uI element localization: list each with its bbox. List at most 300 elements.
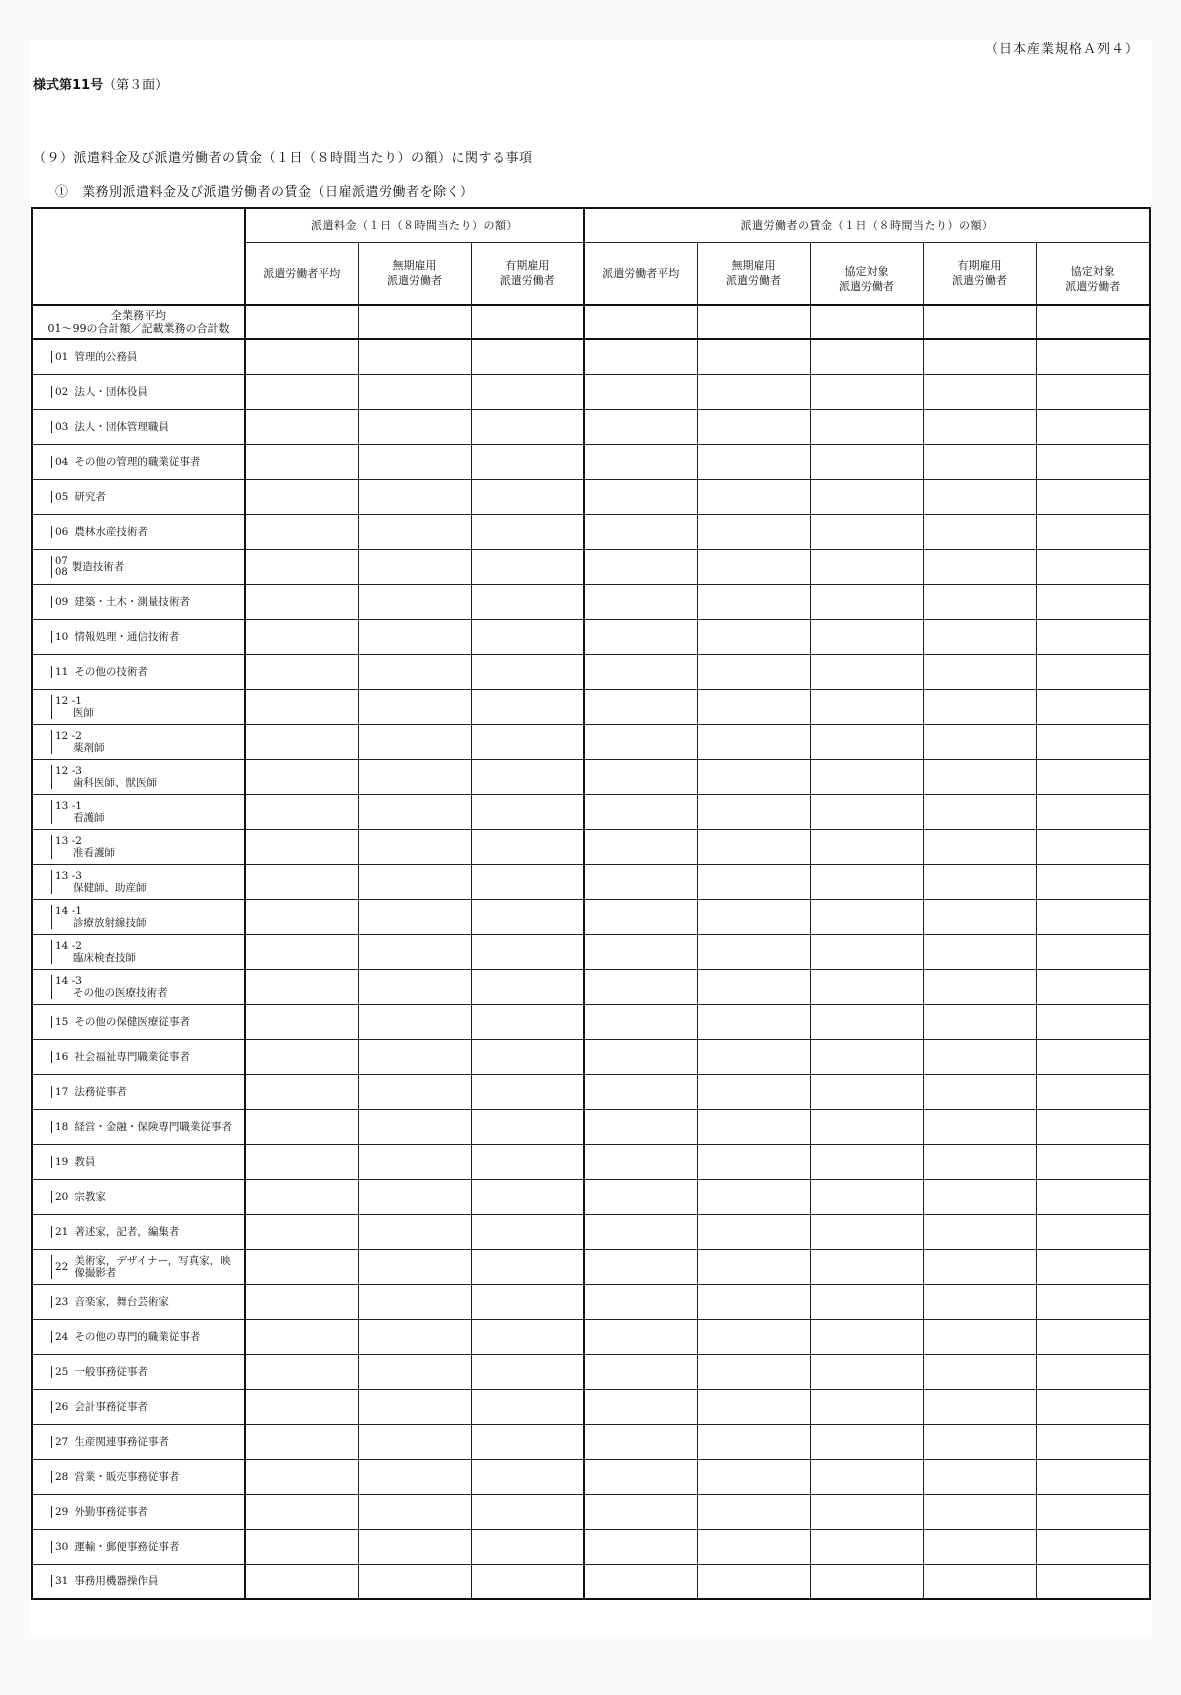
wage-fixed-agreement-input[interactable] bbox=[1036, 305, 1150, 339]
wage-fixed-input[interactable] bbox=[923, 724, 1036, 759]
wage-fixed-agreement-input[interactable] bbox=[1036, 689, 1150, 724]
fee-fixed-input[interactable] bbox=[471, 759, 584, 794]
wage-fixed-agreement-input[interactable] bbox=[1036, 1459, 1150, 1494]
fee-indefinite-input[interactable] bbox=[358, 724, 471, 759]
wage-indefinite-agreement-input[interactable] bbox=[810, 444, 923, 479]
wage-indefinite-input[interactable] bbox=[697, 584, 810, 619]
fee-indefinite-input[interactable] bbox=[358, 689, 471, 724]
fee-average-input[interactable] bbox=[245, 619, 358, 654]
wage-average-input[interactable] bbox=[584, 689, 697, 724]
fee-indefinite-input[interactable] bbox=[358, 1529, 471, 1564]
wage-indefinite-agreement-input[interactable] bbox=[810, 1564, 923, 1599]
fee-fixed-input[interactable] bbox=[471, 619, 584, 654]
wage-fixed-input[interactable] bbox=[923, 1354, 1036, 1389]
wage-fixed-input[interactable] bbox=[923, 1074, 1036, 1109]
wage-fixed-agreement-input[interactable] bbox=[1036, 654, 1150, 689]
fee-fixed-input[interactable] bbox=[471, 1039, 584, 1074]
wage-fixed-agreement-input[interactable] bbox=[1036, 1214, 1150, 1249]
fee-average-input[interactable] bbox=[245, 1459, 358, 1494]
wage-fixed-agreement-input[interactable] bbox=[1036, 1179, 1150, 1214]
fee-fixed-input[interactable] bbox=[471, 584, 584, 619]
fee-average-input[interactable] bbox=[245, 1214, 358, 1249]
wage-fixed-input[interactable] bbox=[923, 444, 1036, 479]
wage-average-input[interactable] bbox=[584, 899, 697, 934]
wage-fixed-input[interactable] bbox=[923, 864, 1036, 899]
wage-average-input[interactable] bbox=[584, 444, 697, 479]
wage-fixed-input[interactable] bbox=[923, 689, 1036, 724]
fee-average-input[interactable] bbox=[245, 1004, 358, 1039]
wage-indefinite-agreement-input[interactable] bbox=[810, 619, 923, 654]
wage-indefinite-input[interactable] bbox=[697, 829, 810, 864]
fee-fixed-input[interactable] bbox=[471, 654, 584, 689]
wage-fixed-input[interactable] bbox=[923, 1564, 1036, 1599]
wage-indefinite-agreement-input[interactable] bbox=[810, 1004, 923, 1039]
fee-fixed-input[interactable] bbox=[471, 1074, 584, 1109]
fee-average-input[interactable] bbox=[245, 1389, 358, 1424]
wage-indefinite-agreement-input[interactable] bbox=[810, 1214, 923, 1249]
fee-fixed-input[interactable] bbox=[471, 829, 584, 864]
wage-average-input[interactable] bbox=[584, 724, 697, 759]
wage-indefinite-agreement-input[interactable] bbox=[810, 864, 923, 899]
wage-average-input[interactable] bbox=[584, 1004, 697, 1039]
wage-indefinite-agreement-input[interactable] bbox=[810, 549, 923, 584]
fee-fixed-input[interactable] bbox=[471, 1319, 584, 1354]
wage-fixed-agreement-input[interactable] bbox=[1036, 514, 1150, 549]
wage-fixed-agreement-input[interactable] bbox=[1036, 584, 1150, 619]
fee-indefinite-input[interactable] bbox=[358, 444, 471, 479]
wage-average-input[interactable] bbox=[584, 1144, 697, 1179]
fee-indefinite-input[interactable] bbox=[358, 305, 471, 339]
wage-fixed-input[interactable] bbox=[923, 1494, 1036, 1529]
wage-average-input[interactable] bbox=[584, 969, 697, 1004]
fee-average-input[interactable] bbox=[245, 829, 358, 864]
wage-average-input[interactable] bbox=[584, 1389, 697, 1424]
wage-indefinite-agreement-input[interactable] bbox=[810, 794, 923, 829]
wage-indefinite-input[interactable] bbox=[697, 1459, 810, 1494]
wage-fixed-agreement-input[interactable] bbox=[1036, 374, 1150, 409]
fee-average-input[interactable] bbox=[245, 654, 358, 689]
fee-average-input[interactable] bbox=[245, 864, 358, 899]
wage-fixed-agreement-input[interactable] bbox=[1036, 619, 1150, 654]
wage-average-input[interactable] bbox=[584, 654, 697, 689]
fee-average-input[interactable] bbox=[245, 1284, 358, 1319]
fee-average-input[interactable] bbox=[245, 374, 358, 409]
wage-indefinite-input[interactable] bbox=[697, 374, 810, 409]
fee-indefinite-input[interactable] bbox=[358, 1284, 471, 1319]
wage-average-input[interactable] bbox=[584, 864, 697, 899]
wage-indefinite-agreement-input[interactable] bbox=[810, 339, 923, 374]
wage-fixed-agreement-input[interactable] bbox=[1036, 549, 1150, 584]
wage-average-input[interactable] bbox=[584, 1564, 697, 1599]
wage-indefinite-input[interactable] bbox=[697, 1144, 810, 1179]
wage-fixed-agreement-input[interactable] bbox=[1036, 969, 1150, 1004]
wage-average-input[interactable] bbox=[584, 1284, 697, 1319]
fee-indefinite-input[interactable] bbox=[358, 934, 471, 969]
wage-fixed-input[interactable] bbox=[923, 969, 1036, 1004]
fee-average-input[interactable] bbox=[245, 1144, 358, 1179]
fee-indefinite-input[interactable] bbox=[358, 339, 471, 374]
fee-fixed-input[interactable] bbox=[471, 1529, 584, 1564]
wage-indefinite-agreement-input[interactable] bbox=[810, 514, 923, 549]
fee-indefinite-input[interactable] bbox=[358, 374, 471, 409]
wage-average-input[interactable] bbox=[584, 1354, 697, 1389]
fee-indefinite-input[interactable] bbox=[358, 654, 471, 689]
wage-indefinite-agreement-input[interactable] bbox=[810, 1109, 923, 1144]
wage-indefinite-agreement-input[interactable] bbox=[810, 1284, 923, 1319]
wage-fixed-input[interactable] bbox=[923, 409, 1036, 444]
wage-indefinite-input[interactable] bbox=[697, 1494, 810, 1529]
fee-average-input[interactable] bbox=[245, 689, 358, 724]
fee-fixed-input[interactable] bbox=[471, 514, 584, 549]
fee-average-input[interactable] bbox=[245, 759, 358, 794]
wage-fixed-input[interactable] bbox=[923, 829, 1036, 864]
wage-fixed-agreement-input[interactable] bbox=[1036, 1564, 1150, 1599]
wage-fixed-agreement-input[interactable] bbox=[1036, 1389, 1150, 1424]
wage-average-input[interactable] bbox=[584, 1424, 697, 1459]
wage-fixed-agreement-input[interactable] bbox=[1036, 1424, 1150, 1459]
wage-fixed-input[interactable] bbox=[923, 1319, 1036, 1354]
wage-indefinite-agreement-input[interactable] bbox=[810, 1529, 923, 1564]
fee-fixed-input[interactable] bbox=[471, 549, 584, 584]
wage-average-input[interactable] bbox=[584, 305, 697, 339]
wage-indefinite-agreement-input[interactable] bbox=[810, 374, 923, 409]
wage-indefinite-agreement-input[interactable] bbox=[810, 654, 923, 689]
wage-fixed-input[interactable] bbox=[923, 1249, 1036, 1284]
fee-fixed-input[interactable] bbox=[471, 409, 584, 444]
fee-fixed-input[interactable] bbox=[471, 1179, 584, 1214]
wage-fixed-agreement-input[interactable] bbox=[1036, 1249, 1150, 1284]
fee-indefinite-input[interactable] bbox=[358, 584, 471, 619]
wage-average-input[interactable] bbox=[584, 1074, 697, 1109]
fee-average-input[interactable] bbox=[245, 409, 358, 444]
wage-fixed-agreement-input[interactable] bbox=[1036, 1354, 1150, 1389]
wage-fixed-input[interactable] bbox=[923, 1179, 1036, 1214]
wage-average-input[interactable] bbox=[584, 374, 697, 409]
wage-fixed-agreement-input[interactable] bbox=[1036, 1284, 1150, 1319]
wage-indefinite-input[interactable] bbox=[697, 1354, 810, 1389]
wage-indefinite-input[interactable] bbox=[697, 1389, 810, 1424]
wage-fixed-agreement-input[interactable] bbox=[1036, 864, 1150, 899]
wage-fixed-input[interactable] bbox=[923, 619, 1036, 654]
fee-col-indefinite-l2: 派遣労働者 bbox=[387, 274, 442, 288]
wage-fixed-input[interactable] bbox=[923, 934, 1036, 969]
fee-fixed-input[interactable] bbox=[471, 1494, 584, 1529]
wage-average-input[interactable] bbox=[584, 1494, 697, 1529]
wage-indefinite-agreement-input[interactable] bbox=[810, 1459, 923, 1494]
wage-fixed-agreement-input[interactable] bbox=[1036, 1004, 1150, 1039]
wage-indefinite-agreement-input[interactable] bbox=[810, 1494, 923, 1529]
fee-average-input[interactable] bbox=[245, 969, 358, 1004]
wage-indefinite-agreement-input[interactable] bbox=[810, 689, 923, 724]
wage-indefinite-agreement-input[interactable] bbox=[810, 1389, 923, 1424]
fee-average-input[interactable] bbox=[245, 1354, 358, 1389]
wage-fixed-input[interactable] bbox=[923, 654, 1036, 689]
wage-indefinite-input[interactable] bbox=[697, 1214, 810, 1249]
wage-indefinite-input[interactable] bbox=[697, 969, 810, 1004]
wage-fixed-input[interactable] bbox=[923, 305, 1036, 339]
wage-indefinite-input[interactable] bbox=[697, 479, 810, 514]
wage-indefinite-input[interactable] bbox=[697, 864, 810, 899]
wage-fixed-input[interactable] bbox=[923, 339, 1036, 374]
fee-indefinite-input[interactable] bbox=[358, 619, 471, 654]
wage-average-input[interactable] bbox=[584, 549, 697, 584]
fee-fixed-input[interactable] bbox=[471, 1564, 584, 1599]
wage-fixed-input[interactable] bbox=[923, 374, 1036, 409]
wage-fixed-input[interactable] bbox=[923, 1039, 1036, 1074]
fee-indefinite-input[interactable] bbox=[358, 969, 471, 1004]
wage-indefinite-input[interactable] bbox=[697, 1424, 810, 1459]
fee-indefinite-input[interactable] bbox=[358, 1564, 471, 1599]
wage-indefinite-agreement-input[interactable] bbox=[810, 479, 923, 514]
wage-fixed-input[interactable] bbox=[923, 794, 1036, 829]
wage-fixed-agreement-input[interactable] bbox=[1036, 444, 1150, 479]
fee-average-input[interactable] bbox=[245, 899, 358, 934]
wage-indefinite-input[interactable] bbox=[697, 1249, 810, 1284]
wage-fixed-input[interactable] bbox=[923, 1109, 1036, 1144]
wage-fixed-input[interactable] bbox=[923, 514, 1036, 549]
fee-average-input[interactable] bbox=[245, 305, 358, 339]
fee-indefinite-input[interactable] bbox=[358, 1074, 471, 1109]
fee-fixed-input[interactable] bbox=[471, 1109, 584, 1144]
wage-indefinite-agreement-input[interactable] bbox=[810, 409, 923, 444]
wage-indefinite-input[interactable] bbox=[697, 1319, 810, 1354]
fee-indefinite-input[interactable] bbox=[358, 899, 471, 934]
wage-fixed-agreement-input[interactable] bbox=[1036, 724, 1150, 759]
wage-indefinite-input[interactable] bbox=[697, 724, 810, 759]
fee-indefinite-input[interactable] bbox=[358, 759, 471, 794]
fee-average-input[interactable] bbox=[245, 1494, 358, 1529]
wage-indefinite-agreement-input[interactable] bbox=[810, 899, 923, 934]
fee-fixed-input[interactable] bbox=[471, 1389, 584, 1424]
fee-indefinite-input[interactable] bbox=[358, 1424, 471, 1459]
wage-fixed-agreement-input[interactable] bbox=[1036, 409, 1150, 444]
fee-indefinite-input[interactable] bbox=[358, 1319, 471, 1354]
wage-fixed-agreement-input[interactable] bbox=[1036, 1144, 1150, 1179]
fee-indefinite-input[interactable] bbox=[358, 409, 471, 444]
wage-average-input[interactable] bbox=[584, 409, 697, 444]
wage-indefinite-agreement-input[interactable] bbox=[810, 1144, 923, 1179]
wage-indefinite-input[interactable] bbox=[697, 549, 810, 584]
wage-average-input[interactable] bbox=[584, 514, 697, 549]
wage-indefinite-input[interactable] bbox=[697, 1074, 810, 1109]
wage-fixed-input[interactable] bbox=[923, 549, 1036, 584]
fee-indefinite-input[interactable] bbox=[358, 549, 471, 584]
wage-indefinite-input[interactable] bbox=[697, 1284, 810, 1319]
wage-indefinite-agreement-input[interactable] bbox=[810, 829, 923, 864]
fee-fixed-input[interactable] bbox=[471, 479, 584, 514]
wage-fixed-input[interactable] bbox=[923, 1144, 1036, 1179]
wage-fixed-agreement-input[interactable] bbox=[1036, 479, 1150, 514]
wage-fixed-agreement-input[interactable] bbox=[1036, 1494, 1150, 1529]
fee-average-input[interactable] bbox=[245, 1109, 358, 1144]
wage-fixed-input[interactable] bbox=[923, 1424, 1036, 1459]
wage-indefinite-agreement-input[interactable] bbox=[810, 1354, 923, 1389]
fee-fixed-input[interactable] bbox=[471, 374, 584, 409]
fee-average-input[interactable] bbox=[245, 724, 358, 759]
wage-fixed-input[interactable] bbox=[923, 899, 1036, 934]
wage-average-input[interactable] bbox=[584, 479, 697, 514]
fee-average-input[interactable] bbox=[245, 339, 358, 374]
wage-indefinite-agreement-input[interactable] bbox=[810, 969, 923, 1004]
occupation-code: 15 bbox=[55, 1015, 69, 1028]
fee-average-input[interactable] bbox=[245, 584, 358, 619]
wage-fixed-input[interactable] bbox=[923, 1284, 1036, 1319]
wage-fixed-agreement-input[interactable] bbox=[1036, 339, 1150, 374]
wage-average-input[interactable] bbox=[584, 759, 697, 794]
fee-average-input[interactable] bbox=[245, 1529, 358, 1564]
wage-indefinite-agreement-input[interactable] bbox=[810, 724, 923, 759]
wage-fixed-input[interactable] bbox=[923, 1529, 1036, 1564]
wage-fixed-agreement-input[interactable] bbox=[1036, 1074, 1150, 1109]
fee-fixed-input[interactable] bbox=[471, 1424, 584, 1459]
wage-indefinite-agreement-input[interactable] bbox=[810, 1179, 923, 1214]
fee-fixed-input[interactable] bbox=[471, 794, 584, 829]
fee-average-input[interactable] bbox=[245, 1319, 358, 1354]
fee-indefinite-input[interactable] bbox=[358, 829, 471, 864]
fee-indefinite-input[interactable] bbox=[358, 514, 471, 549]
fee-fixed-input[interactable] bbox=[471, 1004, 584, 1039]
wage-indefinite-input[interactable] bbox=[697, 934, 810, 969]
wage-fixed-input[interactable] bbox=[923, 1214, 1036, 1249]
fee-fixed-input[interactable] bbox=[471, 1249, 584, 1284]
fee-average-input[interactable] bbox=[245, 1564, 358, 1599]
wage-indefinite-input[interactable] bbox=[697, 899, 810, 934]
fee-average-input[interactable] bbox=[245, 1039, 358, 1074]
wage-average-input[interactable] bbox=[584, 584, 697, 619]
fee-average-input[interactable] bbox=[245, 1179, 358, 1214]
fee-average-input[interactable] bbox=[245, 934, 358, 969]
wage-average-input[interactable] bbox=[584, 829, 697, 864]
fee-indefinite-input[interactable] bbox=[358, 1249, 471, 1284]
wage-indefinite-agreement-input[interactable] bbox=[810, 584, 923, 619]
wage-fixed-agreement-input[interactable] bbox=[1036, 829, 1150, 864]
wage-indefinite-agreement-input[interactable] bbox=[810, 759, 923, 794]
fee-average-input[interactable] bbox=[245, 1074, 358, 1109]
wage-fixed-input[interactable] bbox=[923, 1459, 1036, 1494]
fee-indefinite-input[interactable] bbox=[358, 1389, 471, 1424]
wage-fixed-input[interactable] bbox=[923, 759, 1036, 794]
wage-fixed-agreement-input[interactable] bbox=[1036, 899, 1150, 934]
fee-fixed-input[interactable] bbox=[471, 969, 584, 1004]
fee-indefinite-input[interactable] bbox=[358, 1179, 471, 1214]
fee-indefinite-input[interactable] bbox=[358, 479, 471, 514]
wage-fixed-agreement-input[interactable] bbox=[1036, 1039, 1150, 1074]
wage-fixed-input[interactable] bbox=[923, 479, 1036, 514]
wage-fixed-input[interactable] bbox=[923, 584, 1036, 619]
wage-indefinite-input[interactable] bbox=[697, 619, 810, 654]
fee-indefinite-input[interactable] bbox=[358, 1459, 471, 1494]
wage-fixed-agreement-input[interactable] bbox=[1036, 1529, 1150, 1564]
fee-average-input[interactable] bbox=[245, 479, 358, 514]
fee-fixed-input[interactable] bbox=[471, 1214, 584, 1249]
wage-fixed-agreement-input[interactable] bbox=[1036, 1319, 1150, 1354]
wage-indefinite-input[interactable] bbox=[697, 1004, 810, 1039]
wage-average-input[interactable] bbox=[584, 1214, 697, 1249]
wage-average-input[interactable] bbox=[584, 794, 697, 829]
wage-indefinite-input[interactable] bbox=[697, 514, 810, 549]
fee-indefinite-input[interactable] bbox=[358, 1109, 471, 1144]
wage-average-input[interactable] bbox=[584, 1319, 697, 1354]
fee-fixed-input[interactable] bbox=[471, 1284, 584, 1319]
wage-indefinite-input[interactable] bbox=[697, 444, 810, 479]
wage-indefinite-input[interactable] bbox=[697, 794, 810, 829]
wage-col-indefinite-l1: 無期雇用 bbox=[731, 259, 776, 273]
wage-average-input[interactable] bbox=[584, 1039, 697, 1074]
wage-indefinite-input[interactable] bbox=[697, 339, 810, 374]
wage-fixed-agreement-input[interactable] bbox=[1036, 934, 1150, 969]
fee-indefinite-input[interactable] bbox=[358, 1494, 471, 1529]
wage-indefinite-agreement-input[interactable] bbox=[810, 1249, 923, 1284]
fee-fixed-input[interactable] bbox=[471, 934, 584, 969]
fee-average-input[interactable] bbox=[245, 549, 358, 584]
wage-indefinite-input[interactable] bbox=[697, 409, 810, 444]
wage-average-input[interactable] bbox=[584, 1459, 697, 1494]
fee-fixed-input[interactable] bbox=[471, 899, 584, 934]
wage-indefinite-input[interactable] bbox=[697, 759, 810, 794]
wage-average-input[interactable] bbox=[584, 1109, 697, 1144]
wage-indefinite-agreement-input[interactable] bbox=[810, 1319, 923, 1354]
wage-average-input[interactable] bbox=[584, 339, 697, 374]
wage-indefinite-input[interactable] bbox=[697, 1529, 810, 1564]
fee-fixed-input[interactable] bbox=[471, 864, 584, 899]
occupation-label bbox=[32, 1039, 245, 1074]
fee-fixed-input[interactable] bbox=[471, 339, 584, 374]
wage-fixed-input[interactable] bbox=[923, 1004, 1036, 1039]
fee-indefinite-input[interactable] bbox=[358, 794, 471, 829]
wage-indefinite-agreement-input[interactable] bbox=[810, 305, 923, 339]
wage-average-input[interactable] bbox=[584, 619, 697, 654]
fee-fixed-input[interactable] bbox=[471, 1144, 584, 1179]
wage-average-input[interactable] bbox=[584, 1179, 697, 1214]
wage-fixed-agreement-input[interactable] bbox=[1036, 759, 1150, 794]
wage-fixed-agreement-input[interactable] bbox=[1036, 1109, 1150, 1144]
fee-fixed-input[interactable] bbox=[471, 444, 584, 479]
wage-indefinite-input[interactable] bbox=[697, 305, 810, 339]
fee-indefinite-input[interactable] bbox=[358, 1039, 471, 1074]
fee-average-input[interactable] bbox=[245, 444, 358, 479]
wage-indefinite-agreement-input[interactable] bbox=[810, 1074, 923, 1109]
fee-average-input[interactable] bbox=[245, 794, 358, 829]
wage-indefinite-input[interactable] bbox=[697, 654, 810, 689]
fee-average-input[interactable] bbox=[245, 1249, 358, 1284]
wage-indefinite-input[interactable] bbox=[697, 1039, 810, 1074]
wage-indefinite-input[interactable] bbox=[697, 1109, 810, 1144]
wage-fixed-input[interactable] bbox=[923, 1389, 1036, 1424]
wage-indefinite-agreement-input[interactable] bbox=[810, 1424, 923, 1459]
wage-fixed-agreement-input[interactable] bbox=[1036, 794, 1150, 829]
fee-average-input[interactable] bbox=[245, 1424, 358, 1459]
wage-indefinite-agreement-input[interactable] bbox=[810, 934, 923, 969]
fee-fixed-input[interactable] bbox=[471, 1459, 584, 1494]
wage-average-input[interactable] bbox=[584, 934, 697, 969]
fee-indefinite-input[interactable] bbox=[358, 864, 471, 899]
wage-average-input[interactable] bbox=[584, 1249, 697, 1284]
fee-indefinite-input[interactable] bbox=[358, 1004, 471, 1039]
wage-indefinite-input[interactable] bbox=[697, 689, 810, 724]
fee-average-input[interactable] bbox=[245, 514, 358, 549]
fee-fixed-input[interactable] bbox=[471, 689, 584, 724]
fee-indefinite-input[interactable] bbox=[358, 1214, 471, 1249]
fee-fixed-input[interactable] bbox=[471, 724, 584, 759]
fee-fixed-input[interactable] bbox=[471, 1354, 584, 1389]
wage-indefinite-input[interactable] bbox=[697, 1179, 810, 1214]
fee-indefinite-input[interactable] bbox=[358, 1144, 471, 1179]
wage-indefinite-input[interactable] bbox=[697, 1564, 810, 1599]
wage-indefinite-agreement-input[interactable] bbox=[810, 1039, 923, 1074]
fee-indefinite-input[interactable] bbox=[358, 1354, 471, 1389]
wage-average-input[interactable] bbox=[584, 1529, 697, 1564]
fee-fixed-input[interactable] bbox=[471, 305, 584, 339]
